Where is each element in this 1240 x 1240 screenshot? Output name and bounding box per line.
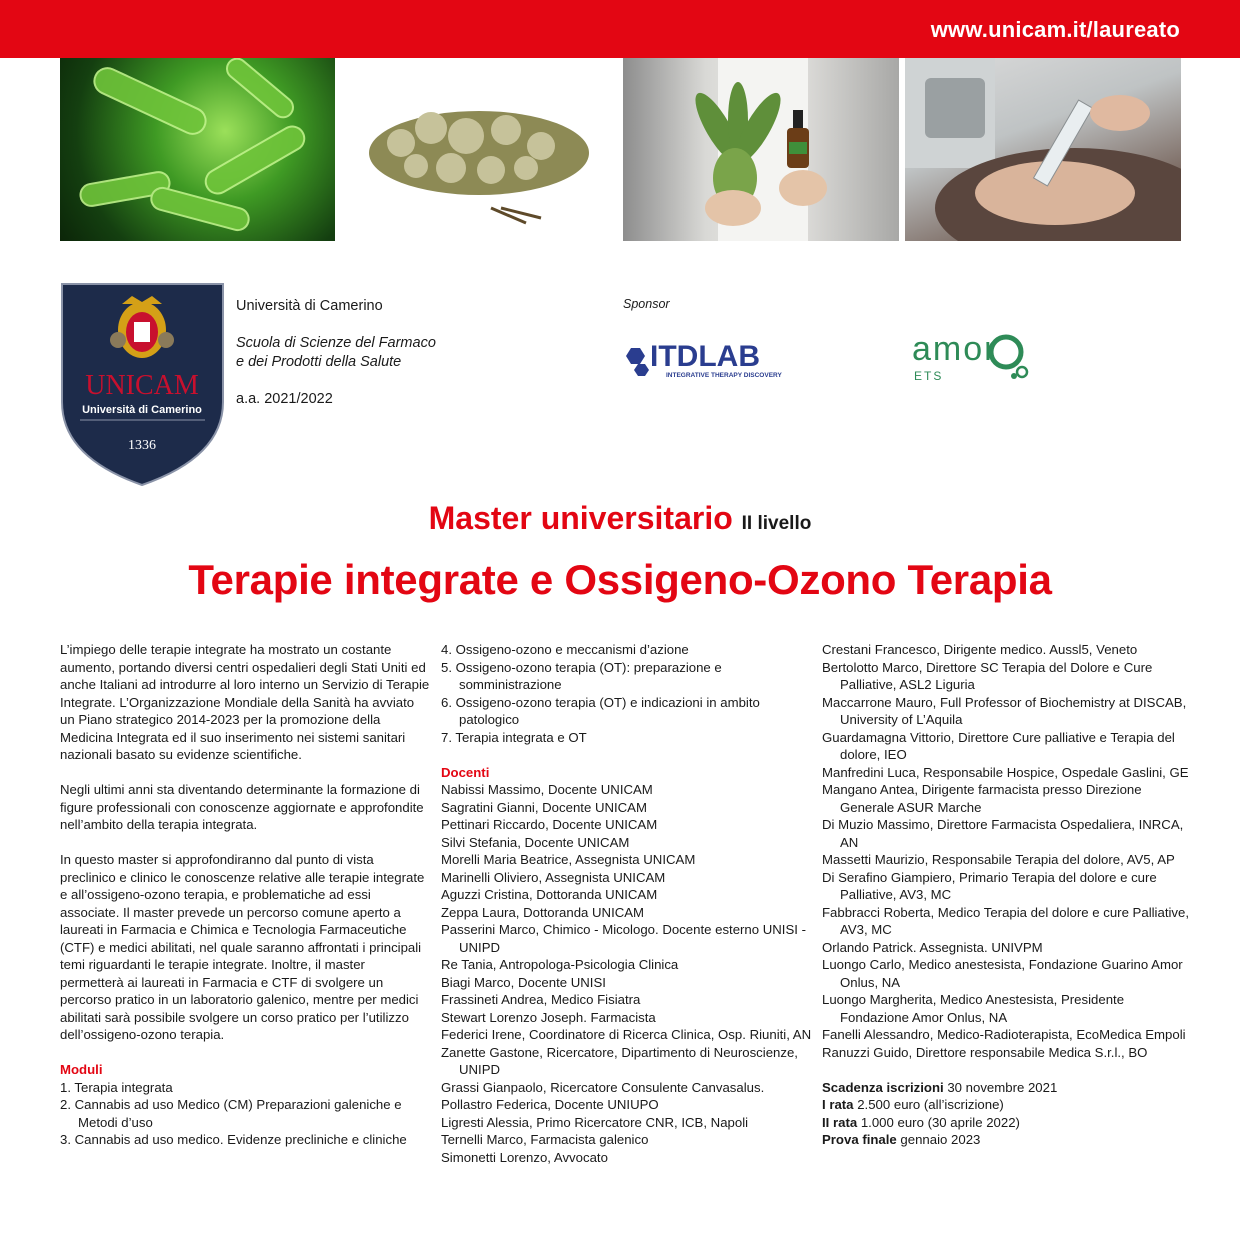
deadlines-list <box>822 1079 1194 1149</box>
master-title-main: Master universitario <box>428 500 733 536</box>
ozone-therapy-photo <box>905 58 1181 241</box>
docente-item: Stewart Lorenzo Joseph. Farmacista <box>441 1009 656 1025</box>
intro-paragraph-2: Negli ultimi anni sta diventando determinante la formazione di figure professionali con conoscenze aggiornate e approfondite nell’ambito della terapia integrata. <box>60 782 424 832</box>
modules-teachers-column <box>441 641 813 1166</box>
university-info <box>236 297 536 409</box>
docente-item: Sagratini Gianni, Docente UNICAM <box>441 799 647 815</box>
docente-item: Frassineti Andrea, Medico Fisiatra <box>441 992 641 1007</box>
deadline-row <box>822 1131 1194 1149</box>
deadline-row <box>822 1096 1194 1114</box>
docente-item: Fanelli Alessandro, Medico-Radioterapista, EcoMedica Empoli <box>822 1027 1186 1042</box>
docente-item: Orlando Patrick. Assegnista. UNIVPM <box>822 939 1043 955</box>
deadline-value: 30 novembre 2021 <box>943 1079 1058 1095</box>
academic-year: a.a. 2021/2022 <box>236 391 333 407</box>
docente-item: Manfredini Luca, Responsabile Hospice, Ospedale Gaslini, GE <box>822 764 1189 780</box>
docente-item: Mangano Antea, Dirigente farmacista presso Direzione Generale ASUR Marche <box>822 782 1142 815</box>
itdlab-name: ITDLAB <box>650 340 760 373</box>
intro-paragraph-1: L’impiego delle terapie integrate ha mostrato un costante aumento, portando diversi centri ospedalieri degli Stati Uniti ed anche Italiani ad introdurre al loro interno un Servizio di Terapie Integrate. L’Organizzazione Mondiale della Sanità ha avviato un Piano strategico 2014-2023 per la promozione della Medicina Integrata ed il suo inserimento nei sistemi sanitari nazionali basato su evidenze scientifiche. <box>60 642 430 762</box>
school-name <box>236 334 536 372</box>
amor-suffix: ETS <box>914 369 944 383</box>
modulo-item: 6. Ossigeno-ozono terapia (OT) e indicazioni in ambito patologico <box>441 694 760 727</box>
docente-item: Crestani Francesco, Dirigente medico. Aussl5, Veneto <box>822 642 1138 657</box>
modulo-item: 5. Ossigeno-ozono terapia (OT): preparazione e somministrazione <box>441 659 722 692</box>
docente-item: Aguzzi Cristina, Dottoranda UNICAM <box>441 887 658 902</box>
school-line-1: Scuola di Scienze del Farmaco <box>236 335 436 351</box>
deadline-value: gennaio 2023 <box>896 1132 981 1147</box>
logo-subtitle-text: Università di Camerino <box>82 404 202 416</box>
modulo-item: 1. Terapia integrata <box>60 1079 173 1095</box>
docenti-list <box>822 641 1194 1061</box>
docente-item: Zeppa Laura, Dottoranda UNICAM <box>441 904 645 920</box>
docenti-title: Docenti <box>441 764 490 780</box>
docenti-list <box>441 781 813 1166</box>
docente-item: Luongo Carlo, Medico anestesista, Fondazione Guarino Amor Onlus, NA <box>822 957 1183 990</box>
docente-item: Simonetti Lorenzo, Avvocato <box>441 1149 608 1165</box>
amor-name: amor <box>912 330 998 368</box>
docente-item: Ligresti Alessia, Primo Ricercatore CNR, ICB, Napoli <box>441 1114 749 1130</box>
university-name: Università di Camerino <box>236 298 383 314</box>
docente-item: Pettinari Riccardo, Docente UNICAM <box>441 817 658 832</box>
deadline-value: 1.000 euro (30 aprile 2022) <box>857 1114 1020 1130</box>
deadline-label: I rata <box>822 1097 854 1112</box>
docente-item: Massetti Maurizio, Responsabile Terapia del dolore, AV5, AP <box>822 852 1175 867</box>
docente-item: Di Serafino Giampiero, Primario Terapia del dolore e cure Palliative, AV3, MC <box>822 869 1157 902</box>
cannabis-photo <box>623 58 899 241</box>
docente-item: Di Muzio Massimo, Direttore Farmacista Ospedaliera, INRCA, AN <box>822 817 1184 850</box>
modulo-item: 4. Ossigeno-ozono e meccanismi d’azione <box>441 642 689 657</box>
docente-item: Fabbracci Roberta, Medico Terapia del dolore e cure Palliative, AV3, MC <box>822 904 1190 937</box>
itdlab-logo <box>620 334 790 380</box>
docente-item: Ranuzzi Guido, Direttore responsabile Medica S.r.l., BO <box>822 1044 1148 1060</box>
docente-item: Federici Irene, Coordinatore di Ricerca Clinica, Osp. Riuniti, AN <box>441 1027 812 1042</box>
lichen-photo <box>341 58 617 241</box>
docente-item: Luongo Margherita, Medico Anestesista, Presidente Fondazione Amor Onlus, NA <box>822 992 1125 1025</box>
itdlab-tagline: INTEGRATIVE THERAPY DISCOVERY <box>666 372 782 379</box>
modulo-item: 7. Terapia integrata e OT <box>441 729 587 745</box>
amor-logo <box>910 330 1060 386</box>
modulo-item: 2. Cannabis ad uso Medico (CM) Preparazioni galeniche e Metodi d’uso <box>60 1097 402 1130</box>
deadline-label: Scadenza iscrizioni <box>822 1079 944 1095</box>
docente-item: Grassi Gianpaolo, Ricercatore Consulente Canvasalus. <box>441 1079 765 1095</box>
docente-item: Silvi Stefania, Docente UNICAM <box>441 834 630 850</box>
hexagon-icon <box>626 348 649 376</box>
unicam-logo <box>60 282 225 487</box>
docente-item: Biagi Marco, Docente UNISI <box>441 974 606 990</box>
docente-item: Re Tania, Antropologa-Psicologia Clinica <box>441 957 679 972</box>
docente-item: Pollastro Federica, Docente UNIUPO <box>441 1097 659 1112</box>
sponsor-label: Sponsor <box>623 297 670 311</box>
teachers-deadlines-column <box>822 641 1194 1149</box>
intro-paragraph-3: In questo master si approfondiranno dal punto di vista preclinico e clinico le conoscenze relative alle terapie integrate e all’ossigeno-ozono terapia, e problematiche ad essi associate. Il master prevede un percorso comune aperto a laureati in Farmacia e Chimica e Tecnologia Farmaceutiche (CTF) e medici abilitati, nel quale saranno affrontati i principali temi riguardanti le terapie integrate. Inoltre, il master permetterà ai laureati in Farmacia e CTF di svolgere un percorso pratico in un laboratorio galenico, mentre per medici abilitati sarà possibile svolgere un corso pratico per l’utilizzo dell’ossigeno-ozono terapia. <box>60 852 425 1042</box>
top-banner <box>0 0 1240 58</box>
bacteria-photo <box>60 58 335 241</box>
logo-year-text: 1336 <box>128 438 156 453</box>
docente-item: Marinelli Oliviero, Assegnista UNICAM <box>441 869 666 885</box>
school-line-2: e dei Prodotti della Salute <box>236 354 402 370</box>
docente-item: Bertolotto Marco, Direttore SC Terapia del Dolore e Cure Palliative, ASL2 Liguria <box>822 659 1153 692</box>
docente-item: Morelli Maria Beatrice, Assegnista UNICAM <box>441 852 696 867</box>
master-title <box>0 500 1240 537</box>
website-url[interactable]: www.unicam.it/laureato <box>930 17 1180 42</box>
moduli-title: Moduli <box>60 1062 103 1077</box>
deadline-value: 2.500 euro (all’iscrizione) <box>853 1097 1004 1112</box>
deadline-row <box>822 1079 1194 1097</box>
docente-item: Guardamagna Vittorio, Direttore Cure palliative e Terapia del dolore, IEO <box>822 729 1175 762</box>
docente-item: Nabissi Massimo, Docente UNICAM <box>441 782 653 797</box>
docente-item: Passerini Marco, Chimico - Micologo. Docente esterno UNISI - UNIPD <box>441 922 806 955</box>
docente-item: Ternelli Marco, Farmacista galenico <box>441 1132 649 1147</box>
docente-item: Maccarrone Mauro, Full Professor of Biochemistry at DISCAB, University of L’Aquila <box>822 694 1187 727</box>
modulo-item: 3. Cannabis ad uso medico. Evidenze precliniche e cliniche <box>60 1132 407 1147</box>
course-title: Terapie integrate e Ossigeno-Ozono Terapia <box>188 556 1052 603</box>
deadline-label: Prova finale <box>822 1132 897 1147</box>
master-level: II livello <box>741 513 812 534</box>
deadline-row <box>822 1114 1194 1132</box>
intro-column <box>60 641 432 1149</box>
docente-item: Zanette Gastone, Ricercatore, Dipartimento di Neuroscienze, UNIPD <box>441 1044 798 1077</box>
logo-name-text: UNICAM <box>85 370 199 401</box>
deadline-label: II rata <box>822 1114 858 1130</box>
